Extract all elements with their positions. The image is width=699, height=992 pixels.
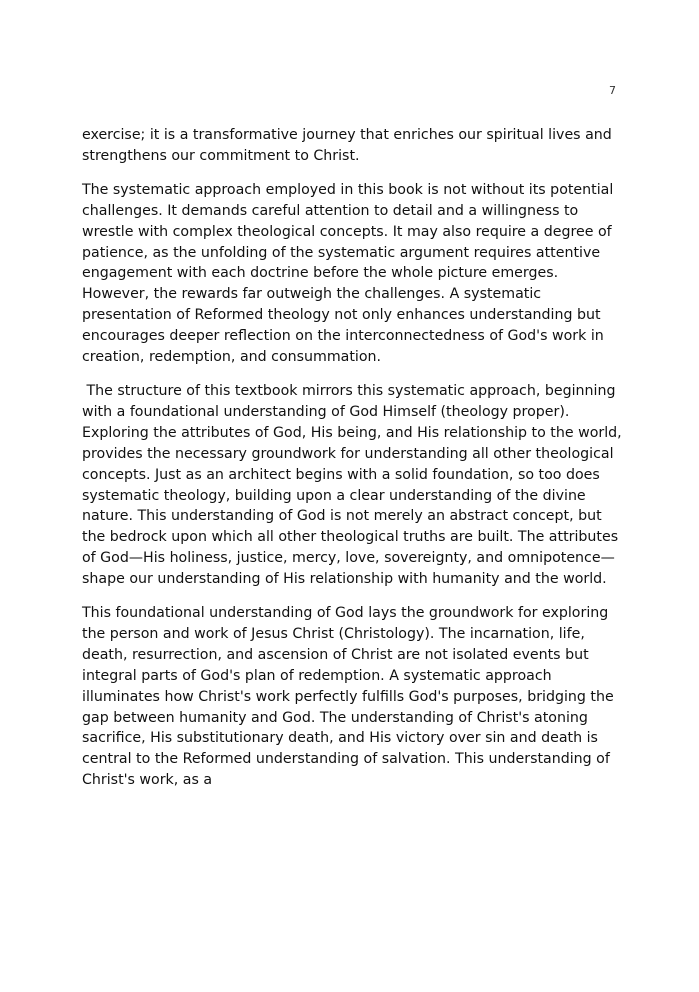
- paragraph-3: The structure of this textbook mirrors this systematic approach, beginning with a foundational understanding of God Himself (theology proper). Exploring the attributes of God, His being, and His relationship to the world, provides the necessary groundwork for understanding all other theological concepts. Just as an architect begins with a solid foundation, so too does systematic theology, building upon a clear understanding of the divine nature. This understanding of God is not merely an abstract concept, but the bedrock upon which all other theological truths are built. The attributes of God—His holiness, justice, mercy, love, sovereignty, and omnipotence—shape our understanding of His relationship with humanity and the world.: [82, 382, 627, 588]
- paragraph-1: exercise; it is a transformative journey that enriches our spiritual lives and strengthens our commitment to Christ.: [82, 127, 617, 164]
- paragraph-4: This foundational understanding of God lays the groundwork for exploring the person and work of Jesus Christ (Christology). The incarnation, life, death, resurrection, and ascension of Christ are not isolated events but integral parts of God's plan of redemption. A systematic approach illuminates how Christ's work perfectly fulfills God's purposes, bridging the gap between humanity and God. The understanding of Christ's atoning sacrifice, His substitutionary death, and His victory over sin and death is central to the Reformed understanding of salvation. This understanding of Christ's work, as a: [82, 605, 619, 789]
- body-text: [82, 125, 627, 804]
- paragraph-2: The systematic approach employed in this book is not without its potential challenges. It demands careful attention to detail and a willingness to wrestle with complex theological concepts. It may also require a degree of patience, as the unfolding of the systematic argument requires attentive engagement with each doctrine before the whole picture emerges. However, the rewards far outweigh the challenges. A systematic presentation of Reformed theology not only enhances understanding but encourages deeper reflection on the interconnectedness of God's work in creation, redemption, and consummation.: [82, 181, 618, 366]
- page-number: 7: [609, 84, 616, 97]
